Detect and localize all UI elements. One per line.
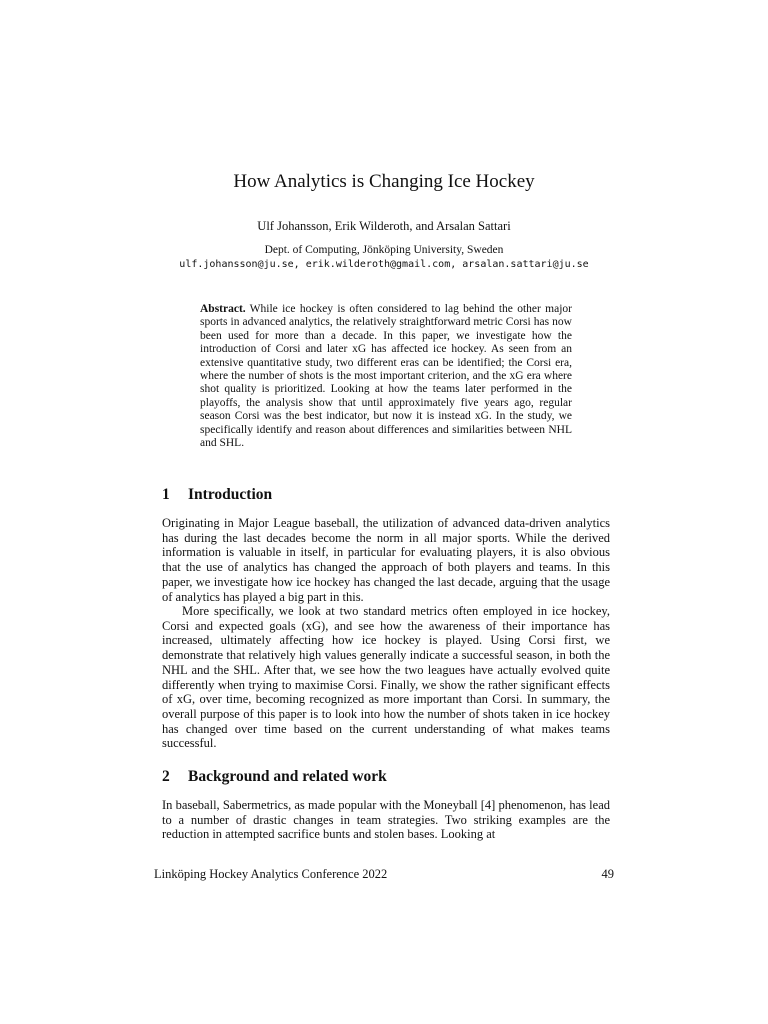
paragraph: In baseball, Sabermetrics, as made popular with the Moneyball [4] phenomenon, has lead to a number of drastic changes in team strategies. Two striking examples are the reduction in attempted sacrifice bunts and stolen bases. Looking at (162, 798, 610, 842)
page-number: 49 (601, 867, 614, 881)
paragraph: More specifically, we look at two standard metrics often employed in ice hockey, Corsi and expected goals (xG), and see how the awareness of their importance has increased, ultimately affecting how ice hockey is played. Using Corsi first, we demonstrate that relatively high values generally indicate a successful season, in both the NHL and the SHL. After that, we see how the two leagues have actually evolved quite differently when trying to maximise Corsi. Finally, we show the rather significant effects of xG, over time, becoming recognized as more important than Corsi. In summary, the overall purpose of this paper is to look into how the number of shots taken in ice hockey has changed over time based on the current understanding of what makes teams successful. (162, 604, 610, 751)
section-number: 1 (162, 486, 170, 503)
abstract-label: Abstract. (200, 303, 246, 315)
abstract (200, 303, 572, 450)
author-emails: ulf.johansson@ju.se, erik.wilderoth@gmail.com, arsalan.sattari@ju.se (179, 259, 589, 270)
paragraph: Originating in Major League baseball, the utilization of advanced data-driven analytics has during the last decades become the norm in all major sports. While the derived information is valuable in itself, in particular for evaluating players, it is also obvious that the use of analytics has changed the approach of both players and teams. In this paper, we investigate how ice hockey has changed the last decade, arguing that the usage of analytics has played a big part in this. (162, 516, 610, 604)
author-affiliation: Dept. of Computing, Jönköping University, Sweden (264, 244, 504, 256)
conference-name: Linköping Hockey Analytics Conference 2022 (154, 867, 388, 881)
section-heading-background (162, 767, 610, 787)
section-title: Introduction (188, 486, 273, 503)
section-title: Background and related work (188, 768, 387, 785)
section-heading-introduction (162, 485, 610, 505)
section-number: 2 (162, 768, 170, 785)
paper-title: How Analytics is Changing Ice Hockey (233, 171, 535, 192)
abstract-text: While ice hockey is often considered to lag behind the other major sports in advanced analytics, the relatively straightforward metric Corsi has now been used for more than a decade. In this paper, we investigate how the introduction of Corsi and later xG has affected ice hockey. As seen from an extensive quantitative study, two different eras can be identified; the Corsi era, where the number of shots is the most important criterion, and the xG era where shot quality is prioritized. Looking at how the teams later performed in the playoffs, the analysis show that until approximately five years ago, regular season Corsi was the best indicator, but now it is instead xG. In the study, we specifically identify and reason about differences and similarities between NHL and SHL. (200, 303, 572, 450)
paper-authors: Ulf Johansson, Erik Wilderoth, and Arsalan Sattari (257, 219, 511, 233)
